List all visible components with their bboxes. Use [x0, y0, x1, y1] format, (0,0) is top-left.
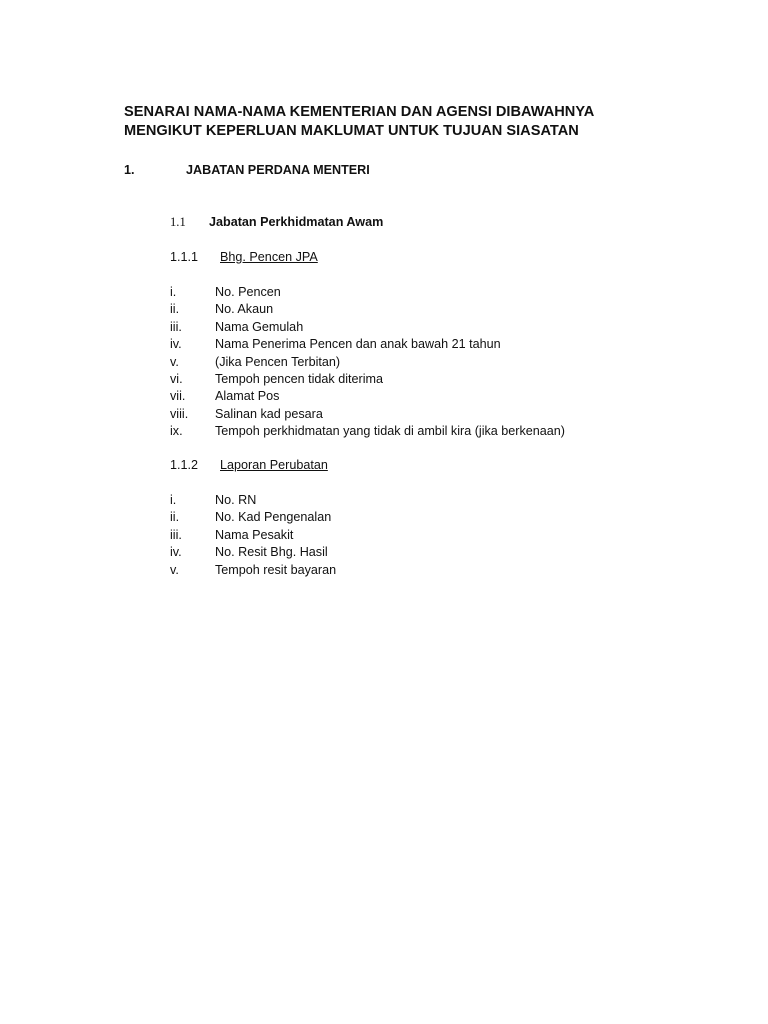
list-item — [170, 388, 565, 405]
list-item — [170, 371, 565, 388]
list-item-text: No. Pencen — [215, 285, 281, 299]
subsection-number: 1.1 — [170, 215, 186, 229]
list-item-text: Nama Gemulah — [215, 319, 304, 334]
list-item — [170, 544, 336, 561]
list-item-number: ii. — [170, 302, 180, 317]
list-item-number: iii. — [170, 319, 182, 334]
document-title — [124, 103, 594, 141]
list-item — [170, 319, 565, 336]
list-item-text: (Jika Pencen Terbitan) — [215, 354, 341, 369]
list-item-number: vi. — [170, 371, 183, 386]
subsection-label: Jabatan Perkhidmatan Awam — [209, 215, 384, 229]
subsubsection-heading-pencen — [170, 250, 318, 264]
list-item — [170, 284, 565, 301]
title-line: SENARAI NAMA-NAMA KEMENTERIAN DAN AGENSI DIBAWAHNYA — [124, 104, 595, 120]
list-item-text: Tempoh perkhidmatan yang tidak di ambil kira (jika berkenaan) — [215, 424, 566, 439]
list-item-number: iv. — [170, 337, 182, 352]
list-item — [170, 562, 336, 579]
list-item-number: ii. — [170, 510, 180, 525]
list-item-number: vii. — [170, 389, 186, 404]
list-item — [170, 527, 336, 544]
list-item — [170, 336, 565, 353]
subsection-heading — [170, 215, 383, 230]
list-item-text: No. Kad Pengenalan — [215, 510, 332, 525]
section-label: JABATAN PERDANA MENTERI — [186, 163, 370, 177]
list-item — [170, 492, 336, 509]
list-perubatan — [170, 492, 336, 579]
list-item-number: v. — [170, 562, 179, 577]
subsubsection-number: 1.1.2 — [170, 458, 199, 472]
list-item-text: Nama Penerima Pencen dan anak bawah 21 tahun — [215, 337, 501, 352]
list-item-text: No. Akaun — [215, 302, 274, 317]
list-item — [170, 509, 336, 526]
list-item-number: i. — [170, 493, 177, 507]
subsubsection-heading-perubatan — [170, 458, 328, 472]
list-item-number: iv. — [170, 545, 182, 560]
list-item-text: Tempoh resit bayaran — [215, 562, 337, 577]
list-item — [170, 301, 565, 318]
subsubsection-label: Laporan Perubatan — [220, 458, 328, 472]
list-item — [170, 423, 565, 440]
list-item-text: Tempoh pencen tidak diterima — [215, 371, 384, 386]
list-item — [170, 406, 565, 423]
list-item-text: No. RN — [215, 493, 257, 507]
list-item-number: ix. — [170, 424, 183, 439]
list-item-number: viii. — [170, 406, 189, 421]
subsubsection-number: 1.1.1 — [170, 250, 199, 264]
section-heading — [124, 163, 370, 177]
list-item-number: i. — [170, 285, 177, 299]
list-item-text: Salinan kad pesara — [215, 406, 323, 421]
section-number: 1. — [124, 163, 135, 177]
list-item-number: iii. — [170, 527, 182, 542]
subsubsection-label: Bhg. Pencen JPA — [220, 250, 318, 264]
list-item-number: v. — [170, 354, 179, 369]
list-item-text: Nama Pesakit — [215, 527, 294, 542]
list-item-text: Alamat Pos — [215, 389, 280, 404]
title-line: MENGIKUT KEPERLUAN MAKLUMAT UNTUK TUJUAN SIASATAN — [124, 123, 579, 139]
list-pencen — [170, 284, 565, 441]
list-item — [170, 354, 565, 371]
list-item-text: No. Resit Bhg. Hasil — [215, 545, 328, 560]
